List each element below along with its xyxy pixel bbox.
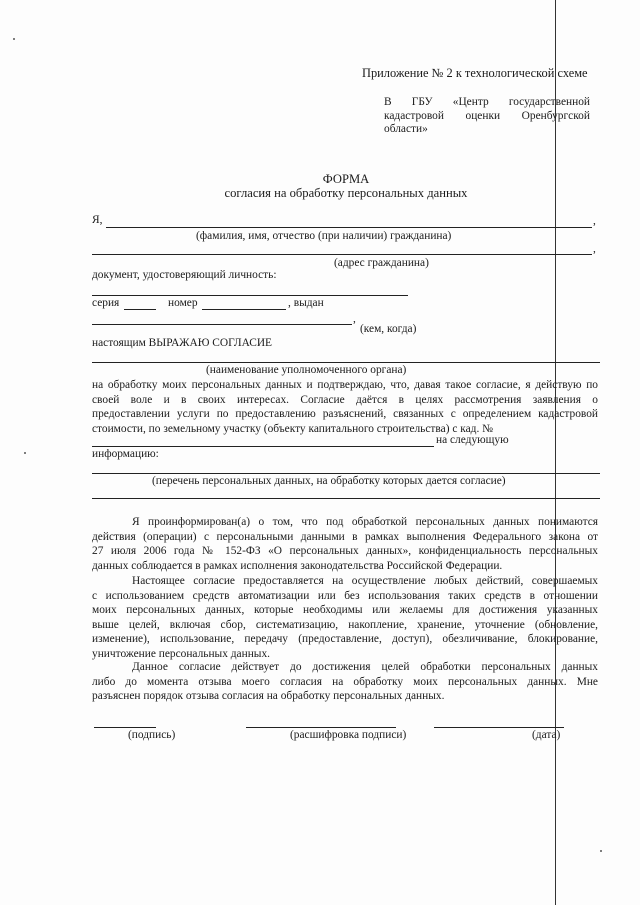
paragraph-line: Данное согласие действует до достижения целей обработки персональных данных [132, 661, 598, 673]
form-title: ФОРМА [322, 172, 370, 186]
appendix-note: Приложение № 2 к технологической схеме [362, 66, 588, 80]
fio-comma: , [593, 215, 596, 227]
fio-caption: (фамилия, имя, отчество (при наличии) гражданина) [196, 230, 452, 242]
next-info-label: на следующую [436, 434, 509, 446]
cadastral-number-field[interactable] [92, 446, 434, 447]
paragraph-line: действия (операции) с персональными данными в рамках выполнения Федерального закона от [92, 530, 598, 543]
info-field[interactable] [92, 473, 600, 474]
paragraph-line: моих персональных данных, которые необходимы или желаемы для достижения указанных [92, 604, 598, 617]
authority-caption: (наименование уполномоченного органа) [206, 364, 407, 376]
addressee-block [384, 96, 590, 137]
consent-line: предоставлении услуги по предоставлению разъяснений, связанных с определением кадастровой [92, 408, 598, 421]
fio-field[interactable] [106, 227, 592, 228]
signature-decoding-field[interactable] [246, 727, 396, 728]
address-field[interactable] [92, 254, 592, 255]
scan-speck [600, 850, 602, 852]
paragraph-line: Я проинформирован(а) о том, что под обработкой персональных данных понимаются [132, 516, 598, 528]
signature-field[interactable] [94, 727, 156, 728]
paragraph-line: либо до момента отзыва моего согласия на обработку моих персональных данных. Мне [92, 675, 598, 688]
addressee-line-2: кадастровой оценки Оренбургской [384, 109, 590, 122]
signature-decoding-caption: (расшифровка подписи) [290, 729, 407, 741]
paragraph-line: разъяснен порядок отзыва согласия на обработку персональных данных. [92, 690, 445, 703]
consent-paragraph [92, 378, 598, 436]
document-field[interactable] [92, 295, 408, 296]
date-field[interactable] [434, 727, 564, 728]
date-caption: (дата) [532, 729, 561, 741]
consent-line: на обработку моих персональных данных и подтверждаю, что, давая такое согласие, я действую по [92, 379, 598, 391]
paragraph-line: Настоящее согласие предоставляется на осуществление любых действий, совершаемых [132, 575, 598, 587]
paragraph-line: 27 июля 2006 года № 152-ФЗ «О персональных данных», конфиденциальность персональных [92, 545, 598, 558]
paragraph-line: выше целей, включая сбор, систематизацию, накопление, хранение, уточнение (обновление, [92, 618, 598, 631]
series-label: серия [92, 297, 120, 309]
series-field[interactable] [124, 309, 156, 310]
addressee-line-1: В ГБУ «Центр государственной [384, 96, 590, 108]
issued-label: , выдан [288, 297, 324, 309]
address-caption: (адрес гражданина) [334, 257, 429, 269]
number-label: номер [168, 297, 198, 309]
form-subtitle: согласия на обработку персональных данных [224, 186, 468, 200]
number-field[interactable] [202, 309, 286, 310]
paragraph-line: изменение), использование, передачу (предоставление, доступ), обезличивание, блокирование, [92, 633, 598, 646]
scan-speck [24, 452, 26, 454]
info-label: информацию: [92, 448, 159, 460]
issued-comma: , [353, 313, 356, 325]
consent-label: настоящим ВЫРАЖАЮ СОГЛАСИЕ [92, 337, 273, 349]
paragraph-line: уничтожение персональных данных. [92, 647, 270, 660]
scan-speck [13, 38, 15, 40]
list-caption: (перечень персональных данных, на обработку которых дается согласие) [152, 475, 506, 487]
ya-label: Я, [92, 214, 103, 226]
paragraph-line: данных соблюдается в рамках исполнения законодательства Российской Федерации. [92, 559, 503, 572]
signature-caption: (подпись) [128, 729, 176, 741]
issued-caption: (кем, когда) [360, 323, 417, 335]
issued-field[interactable] [92, 324, 352, 325]
consent-line: своей воле и в своих интересах. Согласие даётся в целях рассмотрения заявления о [92, 393, 598, 406]
actions-paragraph [92, 574, 598, 662]
informed-paragraph [92, 515, 598, 573]
consent-line: стоимости, по земельному участку (объекту капитального строительства) с кад. № [92, 422, 494, 435]
address-comma: , [593, 243, 596, 255]
addressee-line-3: области» [384, 123, 428, 135]
document-label: документ, удостоверяющий личность: [92, 269, 277, 281]
info-field-2[interactable] [92, 498, 600, 499]
authority-field[interactable] [92, 362, 600, 363]
validity-paragraph [92, 660, 598, 704]
paragraph-line: с использованием средств автоматизации или без использования таких средств в отношении [92, 589, 598, 602]
